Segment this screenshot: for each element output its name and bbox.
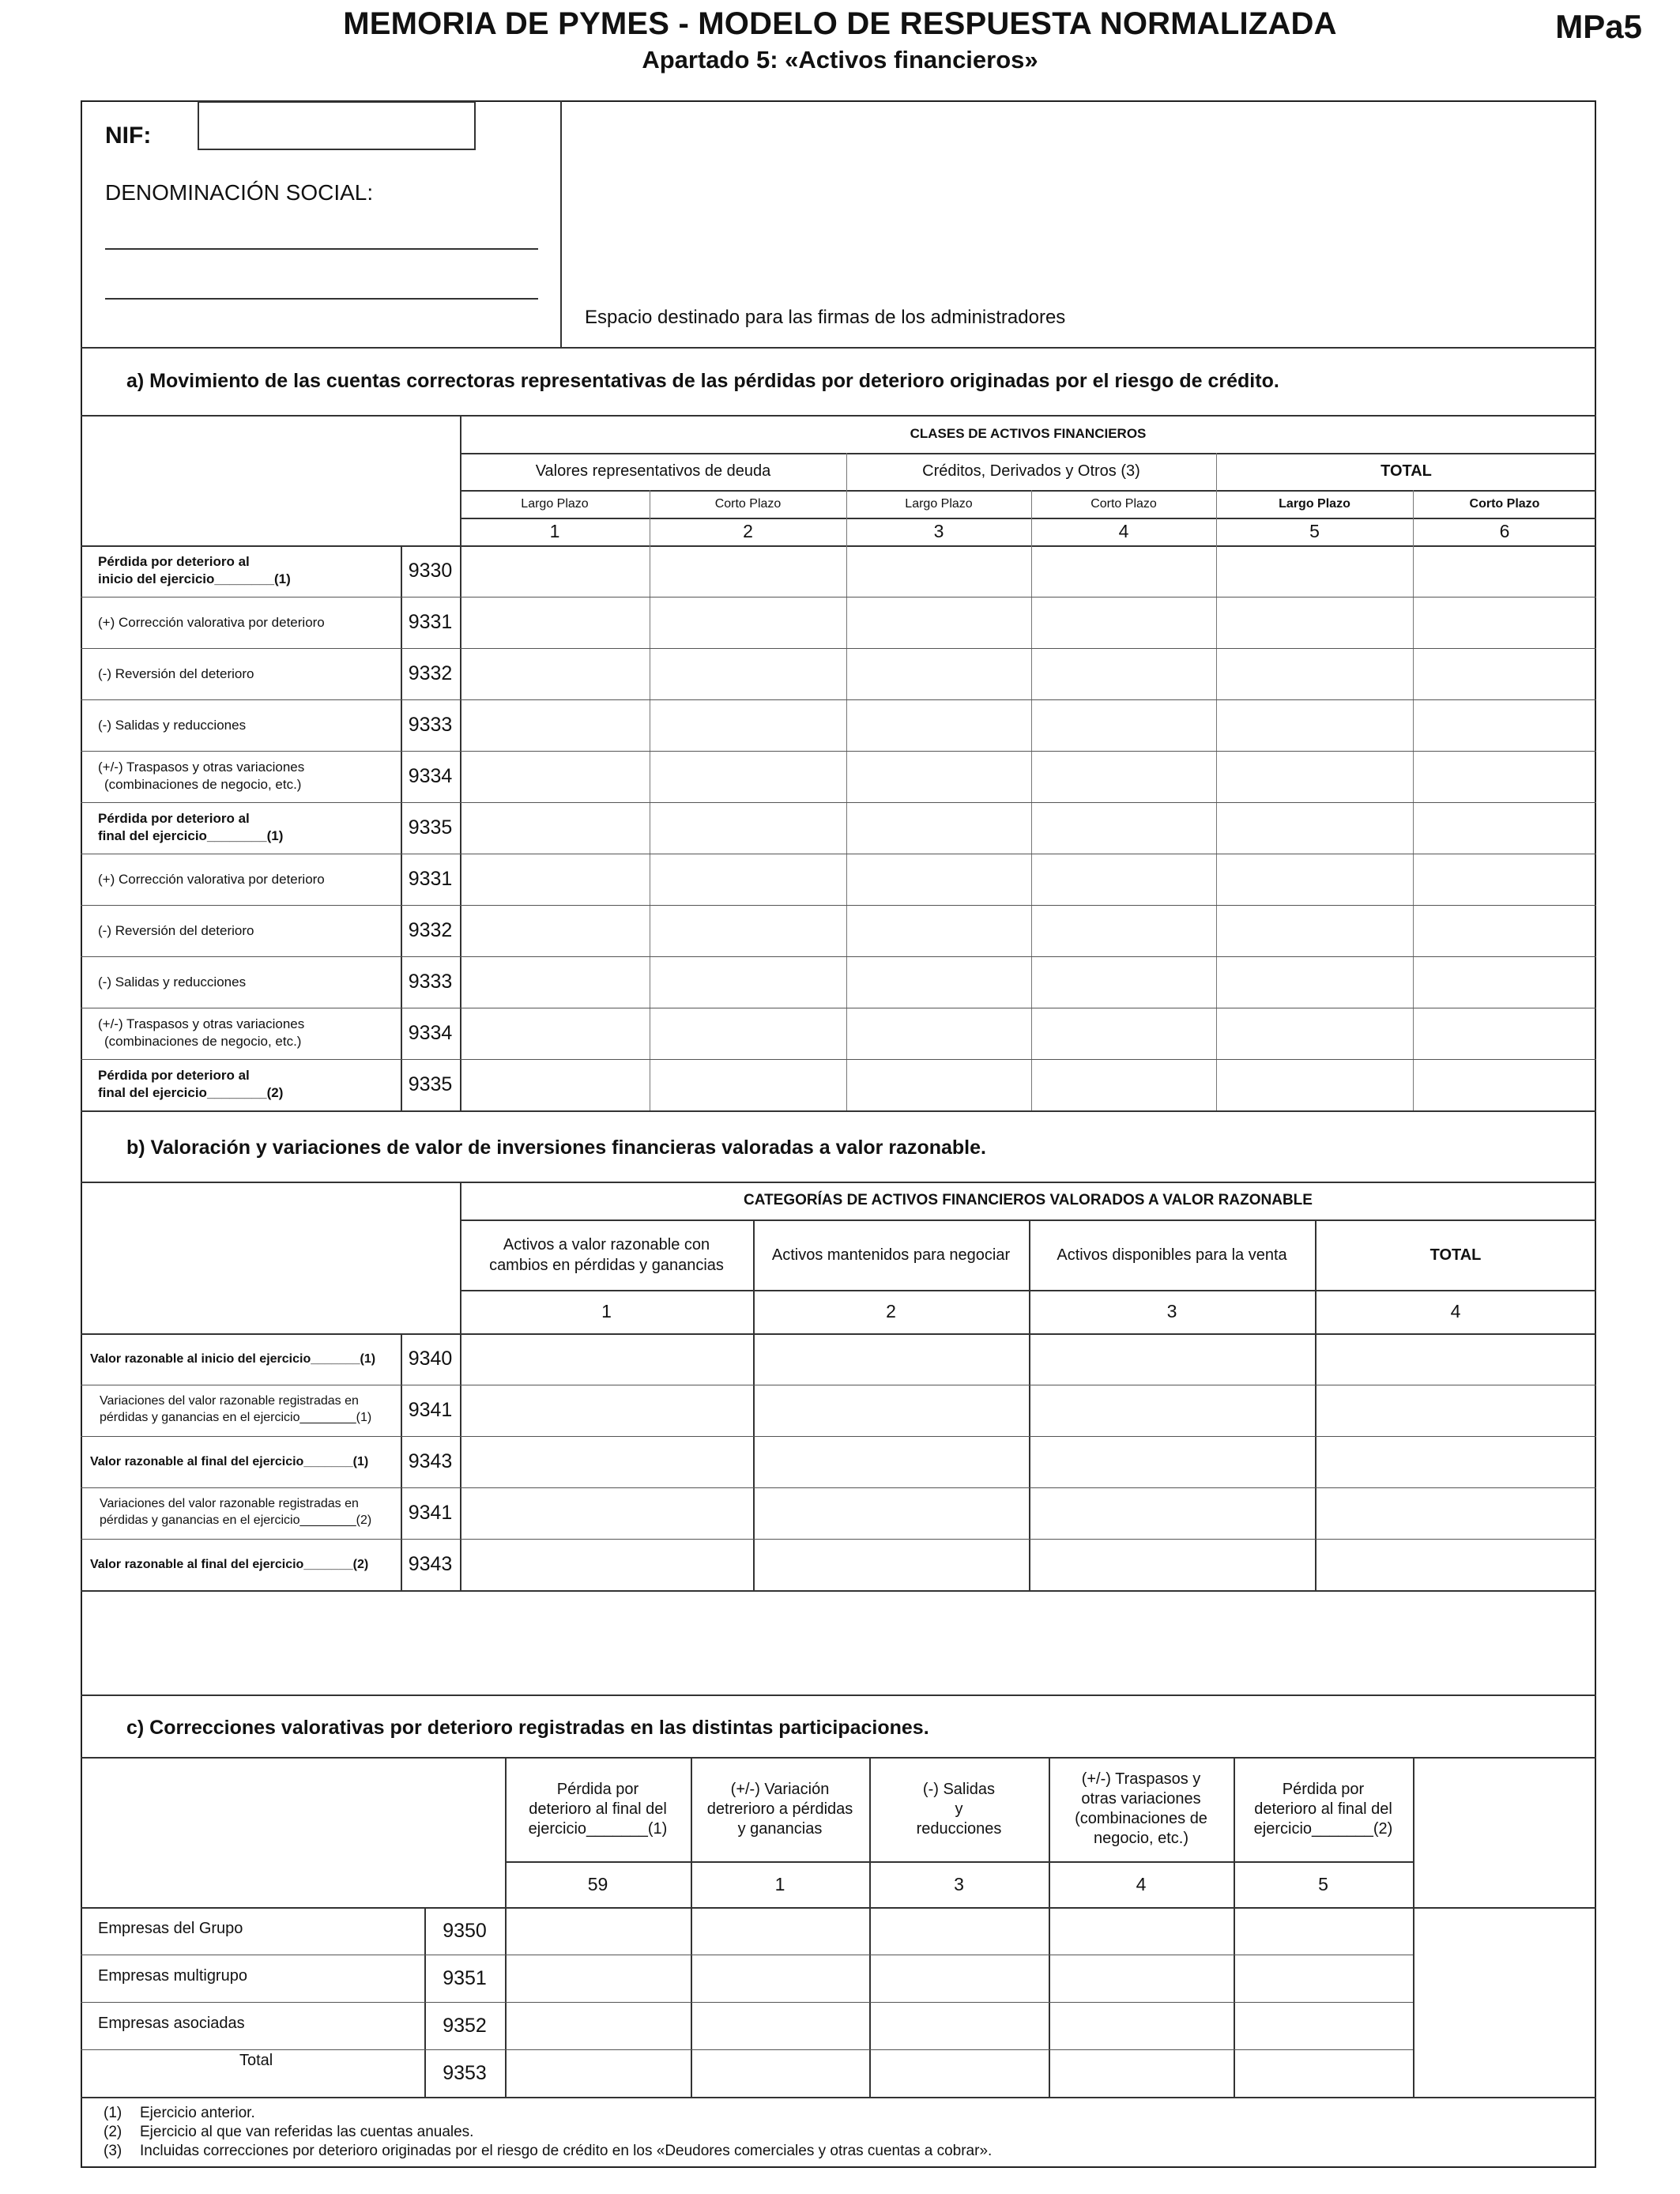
col-header-line: otras variaciones	[1081, 1790, 1201, 1808]
value-cell[interactable]	[755, 1335, 1027, 1383]
col-header-line: deterioro al final del	[529, 1800, 667, 1818]
col-number-4: 4	[1118, 521, 1129, 541]
row-code: 9330	[408, 560, 453, 582]
grid-line	[81, 1539, 1596, 1540]
col-header-5	[1234, 1757, 1413, 1861]
value-cell[interactable]	[1050, 1956, 1232, 2000]
page-subtitle: Apartado 5: «Activos financieros»	[642, 46, 1038, 74]
value-cell[interactable]	[1235, 1909, 1411, 1953]
value-cell[interactable]	[1218, 598, 1411, 647]
value-cell[interactable]	[871, 1909, 1047, 1953]
col-header-1	[460, 1220, 753, 1290]
value-cell[interactable]	[848, 1009, 1030, 1057]
value-cell[interactable]	[461, 1009, 648, 1057]
row-label-line-2: pérdidas y ganancias en el ejercicio________(2)	[100, 1514, 372, 1527]
value-cell[interactable]	[461, 1386, 751, 1434]
row-code: 9331	[408, 868, 453, 890]
footnote-number: (2)	[104, 2124, 122, 2140]
row-label: (-) Salidas y reducciones	[98, 974, 247, 990]
value-cell[interactable]	[1218, 650, 1411, 698]
value-cell[interactable]	[1414, 752, 1595, 801]
firmas-label: Espacio destinado para las firmas de los administradores	[585, 307, 1066, 328]
value-cell[interactable]	[461, 752, 648, 801]
row-label-line-2: (combinaciones de negocio, etc.)	[104, 777, 302, 792]
row-label: Empresas del Grupo	[98, 1920, 243, 1937]
col-number-4: 4	[1450, 1301, 1461, 1321]
value-cell[interactable]	[1033, 958, 1215, 1006]
value-cell[interactable]	[848, 598, 1030, 647]
row-code: 9343	[408, 1553, 453, 1575]
sub-header-4: Corto Plazo	[1090, 496, 1157, 511]
value-cell[interactable]	[755, 1386, 1027, 1434]
value-cell[interactable]	[1033, 598, 1215, 647]
value-cell[interactable]	[461, 701, 648, 749]
value-cell[interactable]	[651, 752, 845, 801]
value-cell[interactable]	[651, 958, 845, 1006]
value-cell[interactable]	[871, 2004, 1047, 2048]
value-cell[interactable]	[651, 650, 845, 698]
col-number-1: 1	[549, 521, 560, 541]
value-cell[interactable]	[1033, 804, 1215, 852]
row-code: 9340	[408, 1348, 453, 1370]
value-cell[interactable]	[1218, 958, 1411, 1006]
section-b-group-header: CATEGORÍAS DE ACTIVOS FINANCIEROS VALORADOS A VALOR RAZONABLE	[744, 1192, 1313, 1208]
row-label: (-) Reversión del deterioro	[98, 923, 254, 938]
col-header-line: (combinaciones de	[1075, 1810, 1207, 1827]
row-label: (-) Salidas y reducciones	[98, 718, 247, 733]
row-code: 9334	[408, 1022, 453, 1044]
value-cell[interactable]	[1414, 907, 1595, 955]
value-cell[interactable]	[1414, 650, 1595, 698]
value-cell[interactable]	[1033, 701, 1215, 749]
col-number-2: 1	[774, 1873, 785, 1894]
row-label: Variaciones del valor razonable registradas en	[100, 1497, 359, 1510]
value-cell[interactable]	[692, 1909, 868, 1953]
value-cell[interactable]	[651, 701, 845, 749]
value-cell[interactable]	[461, 907, 648, 955]
row-code: 9352	[443, 2014, 487, 2037]
col-group-creditos: Créditos, Derivados y Otros (3)	[922, 462, 1140, 480]
col-header-line: y	[955, 1800, 963, 1818]
value-cell[interactable]	[848, 907, 1030, 955]
footnote-text: Ejercicio anterior.	[140, 2105, 255, 2121]
value-cell[interactable]	[692, 1956, 868, 2000]
row-label-line-2: pérdidas y ganancias en el ejercicio________(1)	[100, 1411, 372, 1424]
row-label: Pérdida por deterioro al	[98, 554, 250, 569]
value-cell[interactable]	[1033, 1009, 1215, 1057]
value-cell[interactable]	[848, 752, 1030, 801]
grid-line	[81, 2002, 1413, 2003]
row-code: 9333	[408, 971, 453, 993]
section-c-title: c) Correcciones valorativas por deterioro registradas en las distintas participaciones.	[126, 1717, 929, 1739]
value-cell[interactable]	[461, 1438, 751, 1486]
sub-header-1: Largo Plazo	[521, 496, 589, 511]
value-cell[interactable]	[507, 2004, 689, 2048]
row-code: 9334	[408, 765, 453, 787]
value-cell[interactable]	[461, 1335, 751, 1383]
value-cell[interactable]	[1414, 1061, 1595, 1109]
value-cell[interactable]	[871, 2051, 1047, 2095]
value-cell[interactable]	[651, 804, 845, 852]
value-cell[interactable]	[1050, 1909, 1232, 1953]
value-cell[interactable]	[1033, 752, 1215, 801]
grid-line	[81, 1110, 1596, 1112]
col-number-1: 1	[601, 1301, 612, 1321]
col-header-line: (+/-) Traspasos y	[1081, 1770, 1201, 1788]
row-label-line-2: (combinaciones de negocio, etc.)	[104, 1034, 302, 1049]
section-a-title: a) Movimiento de las cuentas correctoras representativas de las pérdidas por deterioro originadas por el riesgo de crédito.	[126, 370, 1279, 392]
denominacion-field-line-1[interactable]	[105, 248, 538, 250]
value-cell[interactable]	[1414, 701, 1595, 749]
value-cell[interactable]	[848, 958, 1030, 1006]
col-header-line: Pérdida por	[1282, 1780, 1365, 1798]
value-cell[interactable]	[1030, 1489, 1313, 1537]
value-cell[interactable]	[1218, 547, 1411, 595]
value-cell[interactable]	[1030, 1540, 1313, 1589]
ident-bottom-line	[81, 347, 1596, 349]
row-code: 9351	[443, 1966, 487, 1989]
value-cell[interactable]	[1218, 1061, 1411, 1109]
col-header-2	[753, 1220, 1029, 1290]
row-label: Pérdida por deterioro al	[98, 811, 250, 826]
value-cell[interactable]	[461, 855, 648, 903]
col-header-line-2: cambios en pérdidas y ganancias	[489, 1256, 724, 1274]
value-cell[interactable]	[1033, 855, 1215, 903]
sub-header-6: Corto Plazo	[1469, 496, 1540, 511]
row-label: Empresas asociadas	[98, 2015, 245, 2032]
value-cell[interactable]	[461, 1061, 648, 1109]
col-header-3	[1029, 1220, 1315, 1290]
value-cell[interactable]	[848, 1061, 1030, 1109]
denominacion-field-line-2[interactable]	[105, 298, 538, 300]
row-label-line-2: final del ejercicio________(2)	[98, 1085, 284, 1100]
value-cell[interactable]	[755, 1540, 1027, 1589]
value-cell[interactable]	[1218, 804, 1411, 852]
col-header-line: (-) Salidas	[922, 1780, 996, 1798]
value-cell[interactable]	[1033, 547, 1215, 595]
value-cell[interactable]	[848, 650, 1030, 698]
col-number-6: 6	[1499, 521, 1510, 541]
col-header-4	[1049, 1757, 1234, 1861]
value-cell[interactable]	[1033, 1061, 1215, 1109]
value-cell[interactable]	[692, 2051, 868, 2095]
row-code: 9332	[408, 919, 453, 941]
col-header-2	[691, 1757, 869, 1861]
row-label: (+) Corrección valorativa por deterioro	[98, 615, 325, 630]
value-cell[interactable]	[461, 958, 648, 1006]
value-cell[interactable]	[461, 598, 648, 647]
nif-label: NIF:	[105, 123, 152, 149]
row-label: (+/-) Traspasos y otras variaciones	[98, 1016, 305, 1031]
form-code: MPa5	[1555, 8, 1642, 45]
value-cell[interactable]	[1030, 1386, 1313, 1434]
col-header-line-1: Activos mantenidos para negociar	[771, 1246, 1011, 1264]
nif-input[interactable]	[198, 101, 476, 150]
col-header-line: (+/-) Variación	[730, 1780, 830, 1798]
row-label: Variaciones del valor razonable registradas en	[100, 1394, 359, 1408]
grid-line	[81, 2097, 1596, 2098]
row-label: Pérdida por deterioro al	[98, 1068, 250, 1083]
value-cell[interactable]	[1218, 752, 1411, 801]
value-cell[interactable]	[1218, 701, 1411, 749]
value-cell[interactable]	[651, 1061, 845, 1109]
col-header-line: negocio, etc.)	[1093, 1830, 1189, 1847]
value-cell[interactable]	[461, 1489, 751, 1537]
col-header-line-1: TOTAL	[1430, 1246, 1482, 1264]
value-cell[interactable]	[1030, 1335, 1313, 1383]
footnote-text: Incluidas correcciones por deterioro originadas por el riesgo de crédito en los «Deudores comerciales y otras cuentas a cobrar».	[140, 2143, 993, 2159]
sub-header-5: Largo Plazo	[1279, 496, 1350, 511]
row-label-line-2: final del ejercicio________(1)	[98, 828, 284, 843]
value-cell[interactable]	[871, 1956, 1047, 2000]
row-code: 9341	[408, 1399, 453, 1421]
value-cell[interactable]	[1218, 855, 1411, 903]
row-label: (+) Corrección valorativa por deterioro	[98, 872, 325, 887]
col-header-line: detrerioro a pérdidas	[706, 1800, 853, 1818]
row-code: 9333	[408, 714, 453, 736]
value-cell[interactable]	[848, 804, 1030, 852]
value-cell[interactable]	[1414, 1009, 1595, 1057]
value-cell[interactable]	[1033, 907, 1215, 955]
value-cell[interactable]	[507, 1956, 689, 2000]
grid-line	[81, 1695, 1596, 1696]
value-cell[interactable]	[1030, 1438, 1313, 1486]
sub-header-3: Largo Plazo	[905, 496, 973, 511]
value-cell[interactable]	[1317, 1438, 1595, 1486]
col-header-line: deterioro al final del	[1254, 1800, 1392, 1818]
row-label: (-) Reversión del deterioro	[98, 666, 254, 681]
value-cell[interactable]	[755, 1489, 1027, 1537]
row-code: 9331	[408, 611, 453, 633]
col-number-1: 59	[587, 1873, 608, 1894]
col-group-total: TOTAL	[1381, 462, 1432, 480]
grid-line	[1413, 1757, 1414, 2097]
col-header-line-1: Activos a valor razonable con	[503, 1235, 710, 1253]
value-cell[interactable]	[461, 1540, 751, 1589]
value-cell[interactable]	[1050, 2051, 1232, 2095]
row-label: (+/-) Traspasos y otras variaciones	[98, 760, 305, 775]
value-cell[interactable]	[651, 1009, 845, 1057]
value-cell[interactable]	[848, 701, 1030, 749]
row-code: 9343	[408, 1450, 453, 1472]
col-header-line-1: Activos disponibles para la venta	[1057, 1246, 1287, 1264]
footnote-text: Ejercicio al que van referidas las cuentas anuales.	[140, 2124, 474, 2140]
col-number-2: 2	[886, 1301, 896, 1321]
grid-line	[81, 1436, 1596, 1437]
col-header-line: reducciones	[916, 1819, 1002, 1838]
value-cell[interactable]	[848, 547, 1030, 595]
value-cell[interactable]	[755, 1438, 1027, 1486]
row-label: Valor razonable al final del ejercicio_______(2)	[90, 1558, 369, 1571]
col-number-4: 4	[1136, 1873, 1147, 1894]
row-code: 9350	[443, 1919, 487, 1942]
value-cell[interactable]	[1317, 1540, 1595, 1589]
value-cell[interactable]	[1414, 855, 1595, 903]
col-header-line: ejercicio_______(2)	[1253, 1819, 1393, 1838]
section-b-title: b) Valoración y variaciones de valor de inversiones financieras valoradas a valor razonable.	[126, 1137, 986, 1159]
value-cell[interactable]	[692, 2004, 868, 2048]
grid-line	[81, 1487, 1596, 1488]
value-cell[interactable]	[1235, 2051, 1411, 2095]
value-cell[interactable]	[507, 2051, 689, 2095]
value-cell[interactable]	[1317, 1489, 1595, 1537]
value-cell[interactable]	[1235, 2004, 1411, 2048]
value-cell[interactable]	[1414, 598, 1595, 647]
col-number-5: 5	[1309, 521, 1320, 541]
value-cell[interactable]	[1317, 1335, 1595, 1383]
row-label: Total	[239, 2052, 273, 2069]
value-cell[interactable]	[1033, 650, 1215, 698]
value-cell[interactable]	[651, 547, 845, 595]
value-cell[interactable]	[1414, 547, 1595, 595]
col-header-line: y ganancias	[737, 1819, 823, 1838]
col-group-valores: Valores representativos de deuda	[535, 462, 771, 480]
value-cell[interactable]	[1414, 958, 1595, 1006]
col-header-line: ejercicio_______(1)	[528, 1819, 668, 1838]
col-number-2: 2	[743, 521, 753, 541]
grid-line	[81, 2049, 1413, 2050]
value-cell[interactable]	[507, 1909, 689, 1953]
value-cell[interactable]	[1050, 2004, 1232, 2048]
value-cell[interactable]	[1218, 1009, 1411, 1057]
value-cell[interactable]	[1317, 1386, 1595, 1434]
value-cell[interactable]	[461, 547, 648, 595]
value-cell[interactable]	[1235, 1956, 1411, 2000]
col-number-3: 3	[954, 1873, 964, 1894]
value-cell[interactable]	[848, 855, 1030, 903]
blank-area	[82, 1592, 1595, 1693]
value-cell[interactable]	[1218, 907, 1411, 955]
footnote-number: (3)	[104, 2143, 122, 2159]
row-label: Valor razonable al final del ejercicio_______(1)	[90, 1455, 369, 1468]
section-a-group-header: CLASES DE ACTIVOS FINANCIEROS	[910, 426, 1147, 441]
row-code: 9353	[443, 2061, 487, 2084]
row-label: Empresas multigrupo	[98, 1967, 247, 1985]
value-cell[interactable]	[651, 855, 845, 903]
value-cell[interactable]	[651, 598, 845, 647]
denominacion-label: DENOMINACIÓN SOCIAL:	[105, 180, 374, 205]
footnote-number: (1)	[104, 2105, 122, 2121]
value-cell[interactable]	[1414, 804, 1595, 852]
row-label-line-2: inicio del ejercicio________(1)	[98, 571, 291, 586]
col-header-4	[1315, 1220, 1596, 1290]
row-label: Valor razonable al inicio del ejercicio_______(1)	[90, 1352, 376, 1366]
col-number-3: 3	[933, 521, 944, 541]
row-code: 9335	[408, 1073, 453, 1095]
page-title: MEMORIA DE PYMES - MODELO DE RESPUESTA NORMALIZADA	[343, 6, 1337, 41]
col-header-line: Pérdida por	[556, 1780, 639, 1798]
col-header-1	[505, 1757, 691, 1861]
value-cell[interactable]	[461, 650, 648, 698]
row-code: 9335	[408, 816, 453, 839]
col-header-3	[869, 1757, 1049, 1861]
row-code: 9341	[408, 1502, 453, 1524]
value-cell[interactable]	[651, 907, 845, 955]
col-number-5: 5	[1318, 1873, 1328, 1894]
row-code: 9332	[408, 662, 453, 684]
value-cell[interactable]	[461, 804, 648, 852]
col-number-3: 3	[1166, 1301, 1177, 1321]
sub-header-2: Corto Plazo	[714, 496, 782, 511]
